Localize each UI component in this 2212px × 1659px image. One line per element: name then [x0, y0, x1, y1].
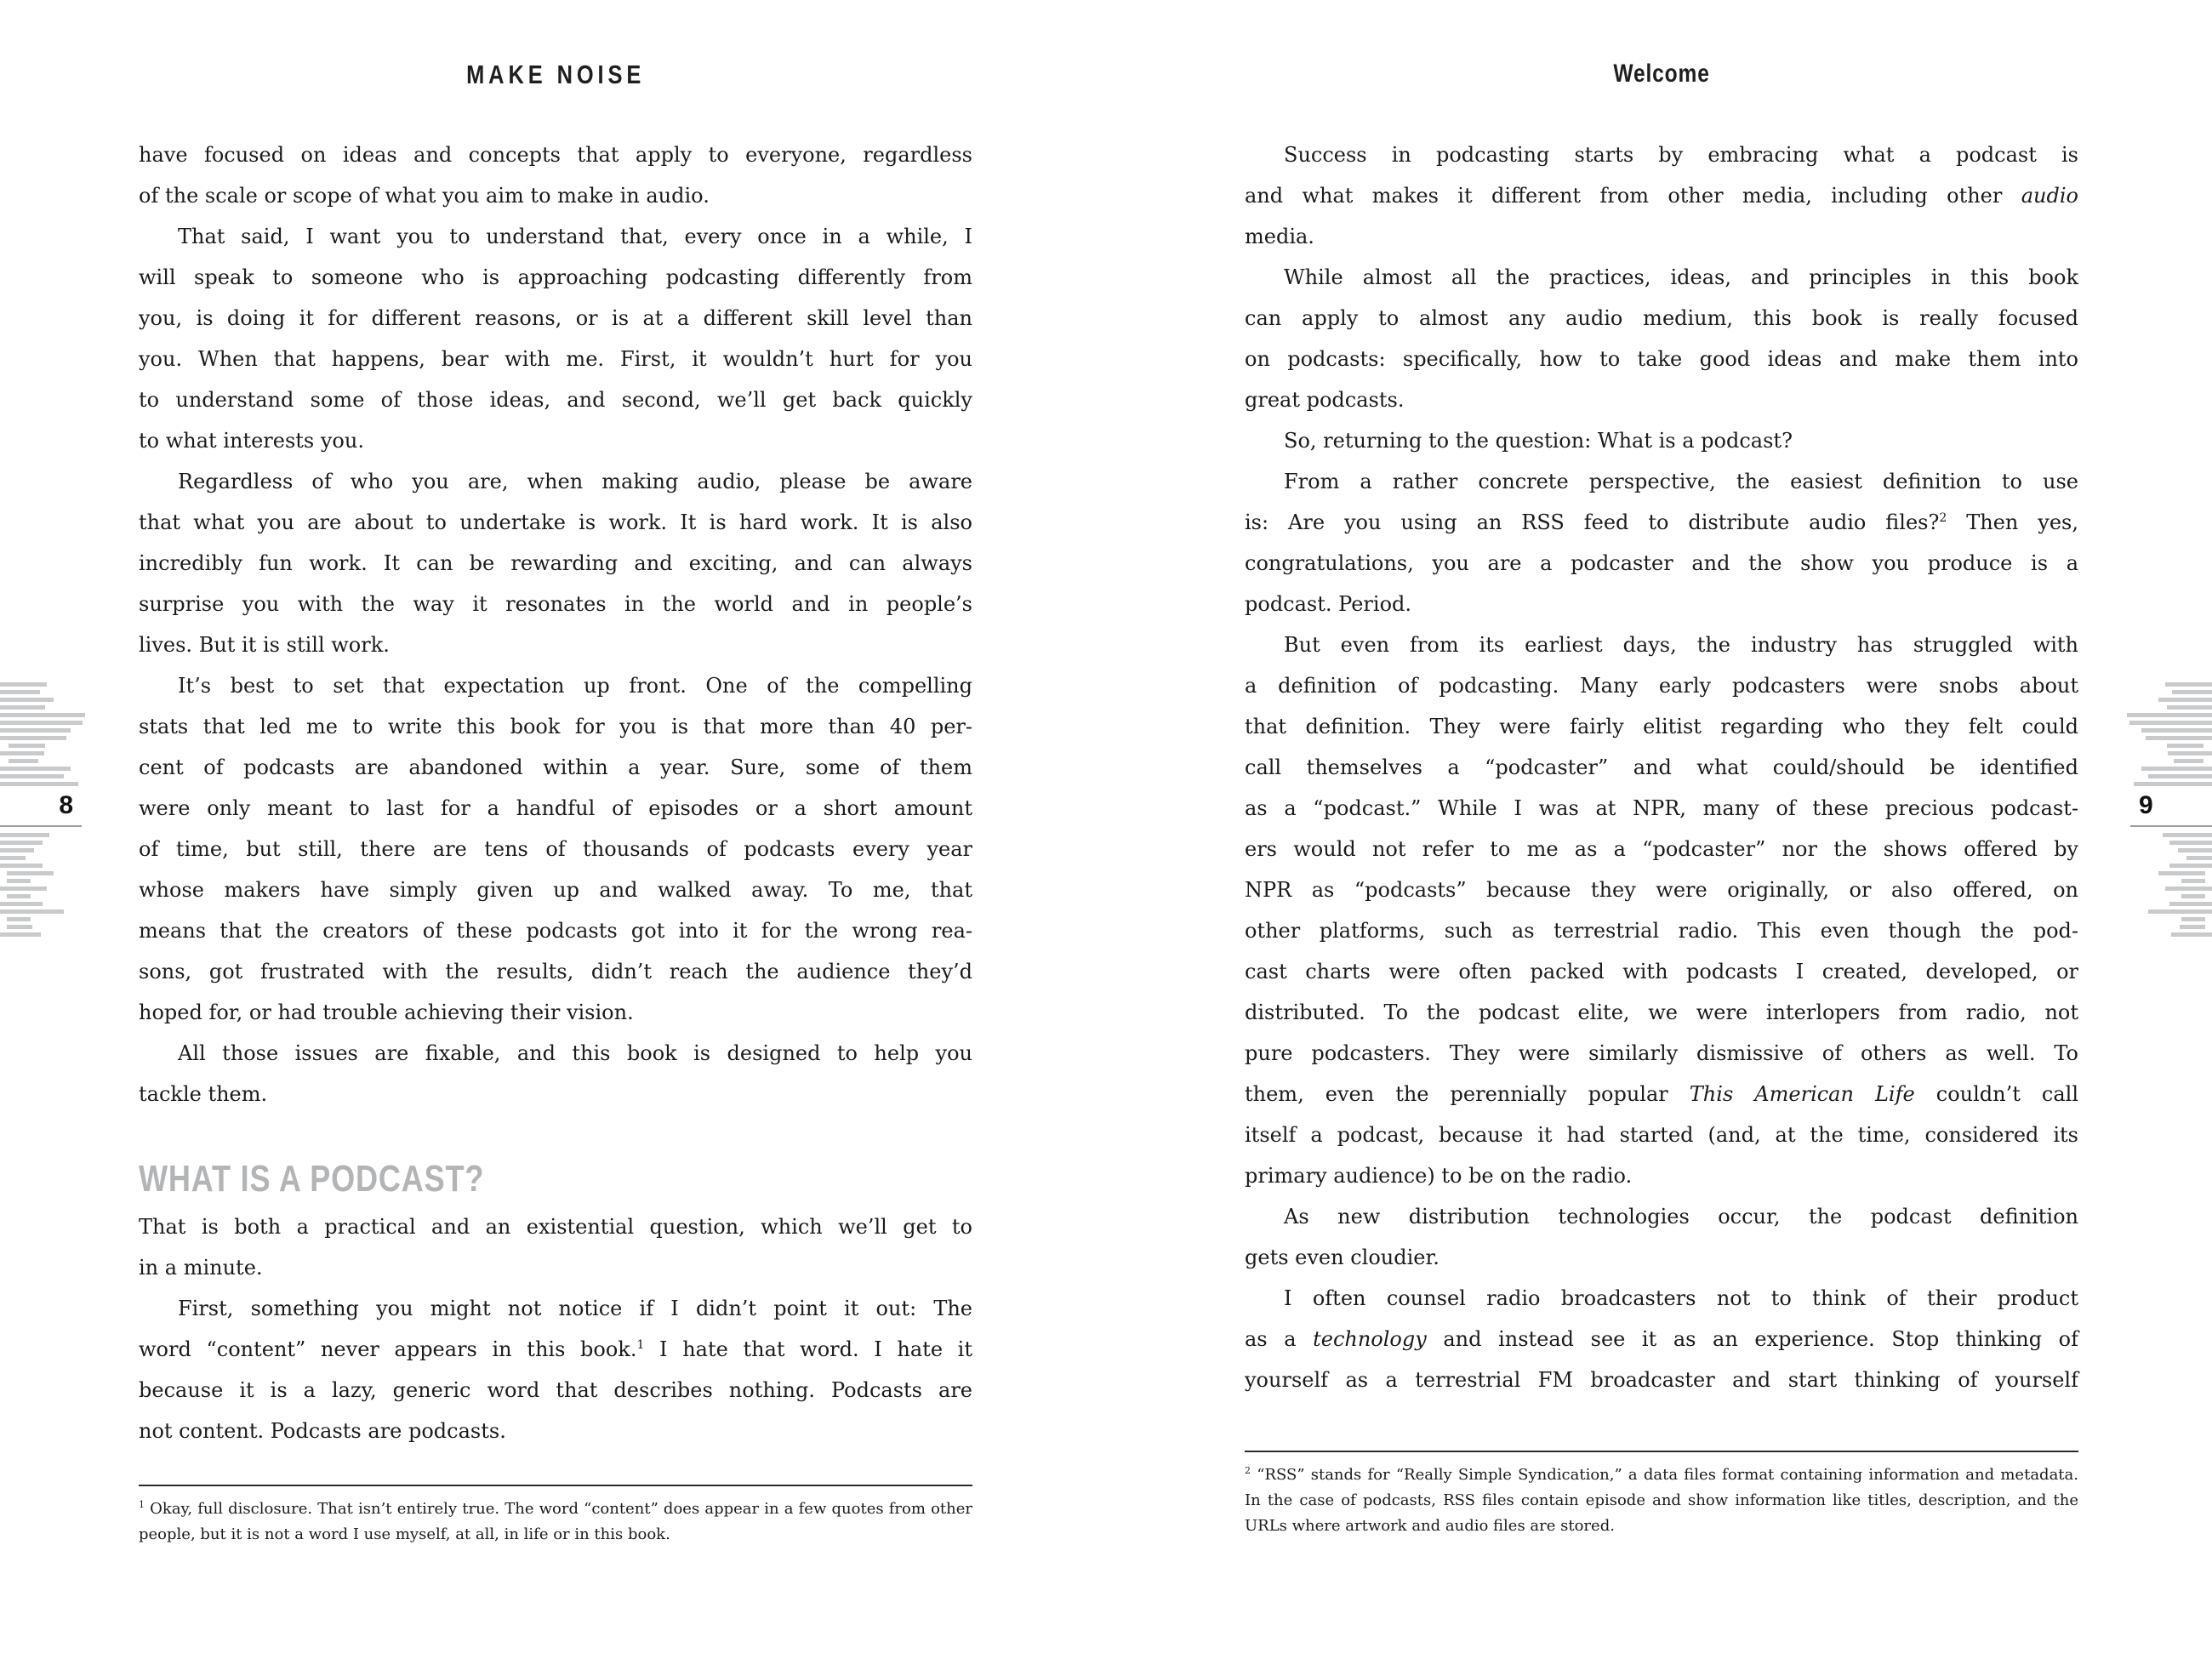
text-line: URLs where artwork and audio files are stored.	[1245, 1517, 1615, 1535]
sound-bar	[0, 721, 83, 725]
text-line: So, returning to the question: What is a podcast?	[1284, 429, 1793, 453]
footnote-right	[1245, 1451, 2078, 1539]
sound-bar	[2141, 767, 2212, 771]
sound-bar	[0, 932, 41, 937]
sound-bar	[2181, 894, 2205, 898]
text-line: people, but it is not a word I use myself, at all, in life or in this book.	[139, 1525, 670, 1543]
sound-bar	[9, 744, 45, 748]
sound-bar	[0, 698, 54, 702]
text-line: itself a podcast, because it had started (and, at the time, considered its	[1245, 1123, 2078, 1147]
text-line: Success in podcasting starts by embracing what a podcast is	[1284, 143, 2078, 167]
text-line: a definition of podcasting. Many early podcasters were snobs about	[1245, 674, 2078, 698]
text-line: whose makers have simply given up and walked away. To me, that	[139, 878, 972, 902]
sound-bar	[0, 736, 66, 740]
section-heading: WHAT IS A PODCAST?	[139, 1158, 485, 1200]
soundwave-bars-top	[0, 682, 87, 786]
text-line: word “content” never appears in this book.$^1$ I hate that word. I hate it	[139, 1337, 973, 1361]
decoration-rule	[0, 825, 82, 827]
text-line: That is both a practical and an existential question, which we’ll get to	[139, 1215, 972, 1239]
text-line: $^2$ “RSS” stands for “Really Simple Syndication,” a data files format containing information and metadata.	[1245, 1465, 2078, 1484]
sound-bar	[2167, 744, 2203, 748]
sound-bar	[2181, 917, 2205, 921]
text-line: gets even cloudier.	[1245, 1246, 1440, 1269]
text-line: First, something you might not notice if I didn’t point it out: The	[178, 1297, 972, 1320]
sound-bar	[2169, 864, 2212, 868]
text-line: tackle them.	[139, 1082, 268, 1106]
sound-bar	[2171, 932, 2212, 937]
text-line: NPR as “podcasts” because they were originally, or also offered, on	[1245, 878, 2078, 902]
text-line: podcast. Period.	[1245, 592, 1412, 616]
sound-bar	[7, 871, 54, 875]
sound-bar	[2168, 751, 2212, 755]
text-line: on podcasts: specifically, how to take good ideas and make them into	[1245, 347, 2078, 371]
sound-bar	[2169, 902, 2212, 906]
text-line: sons, got frustrated with the results, didn’t reach the audience they’d	[139, 960, 972, 983]
sound-bar	[0, 751, 44, 755]
text-line: to what interests you.	[139, 429, 364, 453]
footnote-rule	[1245, 1451, 2078, 1452]
sound-bar	[0, 856, 26, 860]
sound-bar	[0, 902, 43, 906]
sound-bar	[2158, 698, 2212, 702]
sound-bar	[0, 833, 49, 837]
text-line: As new distribution technologies occur, the podcast definition	[1284, 1205, 2078, 1229]
text-line: pure podcasters. They were similarly dismissive of others as well. To	[1245, 1041, 2078, 1065]
text-line: lives. But it is still work.	[139, 633, 390, 657]
sound-bar	[2174, 759, 2203, 763]
sound-bar	[2165, 887, 2212, 891]
text-line: of the scale or scope of what you aim to make in audio.	[139, 184, 710, 208]
text-line: incredibly fun work. It can be rewarding and exciting, and can always	[139, 551, 972, 575]
soundwave-bars-bottom	[2125, 833, 2212, 937]
sound-bar	[0, 841, 43, 845]
footnote-text	[139, 1497, 972, 1548]
page-body-right	[1245, 134, 2078, 1400]
margin-decoration-left	[0, 682, 87, 937]
text-line: stats that led me to write this book for you is that more than 40 per-	[139, 715, 972, 738]
text-line: ers would not refer to me as a “podcaster” nor the shows offered by	[1245, 837, 2078, 861]
sound-bar	[0, 682, 47, 687]
sound-bar	[2129, 721, 2212, 725]
sound-bar	[0, 774, 64, 778]
text-line: in a minute.	[139, 1256, 263, 1280]
text-line: you. When that happens, bear with me. First, it wouldn’t hurt for you	[139, 347, 972, 371]
text-line: great podcasts.	[1245, 388, 1405, 412]
text-line: primary audience) to be on the radio.	[1245, 1164, 1633, 1188]
sound-bar	[0, 705, 45, 710]
page-number-left: 8	[59, 791, 73, 819]
text-line: were only meant to last for a handful of episodes or a short amount	[139, 796, 972, 820]
soundwave-bars-top	[2125, 682, 2212, 786]
text-line: call themselves a “podcaster” and what could/should be identified	[1245, 755, 2078, 779]
book-title: MAKE NOISE	[465, 60, 646, 89]
footnote-text	[1245, 1462, 2078, 1539]
sound-bar	[2181, 879, 2205, 883]
sound-bar	[0, 690, 40, 694]
text-line: means that the creators of these podcasts got into it for the wrong rea-	[139, 919, 972, 943]
page-number-right: 9	[2139, 791, 2153, 819]
text-line: because it is a lazy, generic word that describes nothing. Podcasts are	[139, 1378, 972, 1402]
text-line: From a rather concrete perspective, the easiest definition to use	[1284, 470, 2078, 493]
sound-bar	[0, 728, 71, 733]
text-line: you, is doing it for different reasons, or is at a different skill level than	[139, 306, 972, 330]
text-line: I often counsel radio broadcasters not to think of their product	[1284, 1286, 2078, 1310]
sound-bar	[2148, 909, 2212, 914]
decoration-rule	[2130, 825, 2212, 827]
sound-bar	[2163, 833, 2212, 837]
sound-bar	[2141, 728, 2212, 733]
soundwave-bars-bottom	[0, 833, 87, 937]
sound-bar	[2158, 871, 2205, 875]
sound-bar	[2169, 841, 2212, 845]
text-line: It’s best to set that expectation up front. One of the compelling	[178, 674, 972, 698]
sound-bar	[2148, 774, 2212, 778]
text-line: them, even the perennially popular This American Life couldn’t call	[1245, 1082, 2079, 1106]
text-line: media.	[1245, 225, 1314, 248]
text-line: cast charts were often packed with podcasts I created, developed, or	[1245, 960, 2078, 983]
text-line: have focused on ideas and concepts that apply to everyone, regardless	[139, 143, 972, 167]
sound-bar	[2165, 682, 2212, 687]
text-line: Regardless of who you are, when making audio, please be aware	[178, 470, 972, 493]
text-line: While almost all the practices, ideas, and principles in this book	[1284, 265, 2078, 289]
text-line: In the case of podcasts, RSS files contain episode and show information like titles, description, and the	[1245, 1491, 2078, 1509]
sound-bar	[7, 879, 31, 883]
sound-bar	[0, 713, 85, 717]
sound-bar	[0, 887, 47, 891]
sound-bar	[2167, 705, 2212, 710]
text-line: not content. Podcasts are podcasts.	[139, 1419, 506, 1443]
page-body-left	[139, 134, 972, 1451]
text-line: congratulations, you are a podcaster and the show you produce is a	[1245, 551, 2078, 575]
text-line: and what makes it different from other media, including other audio	[1245, 184, 2078, 208]
text-line: But even from its earliest days, the industry has struggled with	[1284, 633, 2078, 657]
sound-bar	[0, 767, 71, 771]
sound-bar	[7, 894, 31, 898]
text-line: cent of podcasts are abandoned within a year. Sure, some of them	[139, 755, 972, 779]
sound-bar	[0, 909, 64, 914]
text-line: That said, I want you to understand that, every once in a while, I	[178, 225, 972, 248]
running-header-right	[1245, 60, 2078, 88]
text-line: of time, but still, there are tens of thousands of podcasts every year	[139, 837, 972, 861]
sound-bar	[2172, 690, 2212, 694]
sound-bar	[2178, 848, 2212, 852]
text-line: is: Are you using an RSS feed to distribute audio files?$^2$ Then yes,	[1245, 510, 2079, 534]
footnote-rule	[139, 1485, 972, 1486]
text-line: surprise you with the way it resonates in the world and in people’s	[139, 592, 972, 616]
sound-bar	[2180, 925, 2205, 929]
text-line: All those issues are fixable, and this book is designed to help you	[178, 1041, 972, 1065]
text-line: that definition. They were fairly elitist regarding who they felt could	[1245, 715, 2078, 738]
page-right	[1106, 0, 2212, 1659]
text-line: to understand some of those ideas, and second, we’ll get back quickly	[139, 388, 972, 412]
sound-bar	[9, 759, 38, 763]
sound-bar	[7, 917, 31, 921]
text-line: other platforms, such as terrestrial radio. This even though the pod-	[1245, 919, 2078, 943]
sound-bar	[2186, 856, 2212, 860]
sound-bar	[0, 864, 43, 868]
sound-bar	[7, 925, 32, 929]
sound-bar	[2127, 713, 2212, 717]
running-header-left	[139, 60, 972, 90]
sound-bar	[2146, 736, 2212, 740]
text-line: $^1$ Okay, full disclosure. That isn’t entirely true. The word “content” does appear in a few quotes from other	[139, 1499, 972, 1518]
text-line: hoped for, or had trouble achieving their vision.	[139, 1001, 634, 1024]
sound-bar	[0, 848, 34, 852]
text-line: distributed. To the podcast elite, we were interlopers from radio, not	[1245, 1001, 2078, 1024]
text-line: will speak to someone who is approaching podcasting differently from	[139, 265, 972, 289]
footnote-left	[139, 1485, 972, 1548]
text-line: that what you are about to undertake is work. It is hard work. It is also	[139, 510, 972, 534]
chapter-title: Welcome	[1613, 60, 1710, 88]
text-line: as a “podcast.” While I was at NPR, many of these precious podcast-	[1245, 796, 2078, 820]
margin-decoration-right	[2125, 682, 2212, 937]
text-line: as a technology and instead see it as an experience. Stop thinking of	[1245, 1327, 2078, 1351]
text-line: yourself as a terrestrial FM broadcaster and start thinking of yourself	[1245, 1368, 2078, 1392]
text-line: can apply to almost any audio medium, this book is really focused	[1245, 306, 2078, 330]
